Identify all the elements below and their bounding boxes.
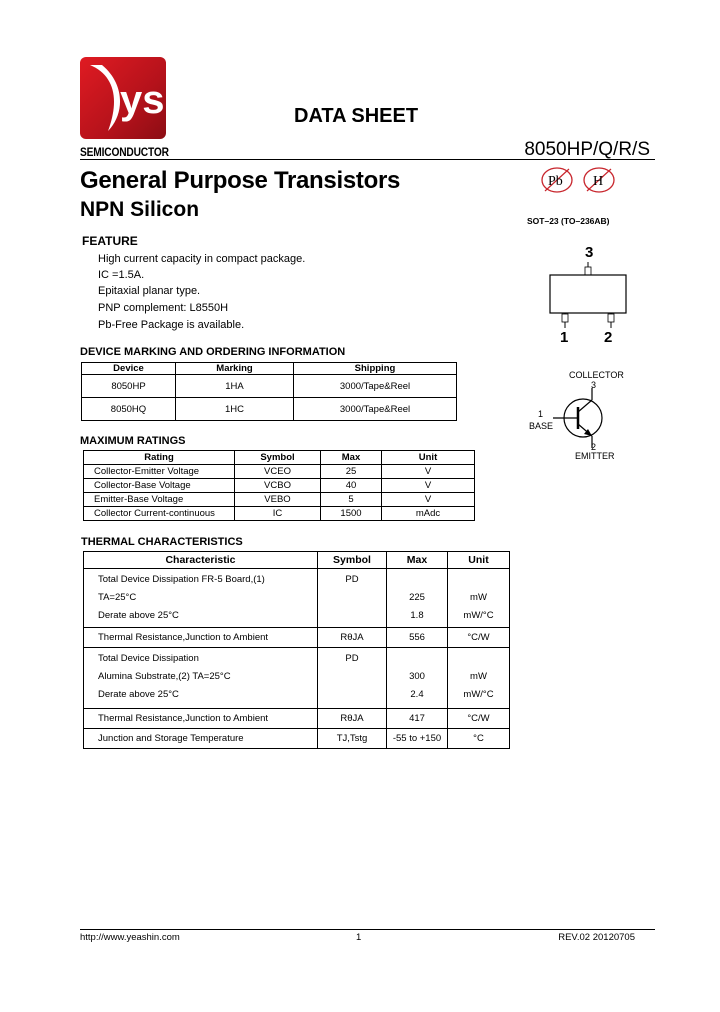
column-header: Device <box>82 363 176 375</box>
column-header: Symbol <box>318 552 387 569</box>
revision: REV.02 20120705 <box>558 932 635 943</box>
feature-item: High current capacity in compact package. <box>98 253 306 265</box>
table-cell: 2.4 <box>410 689 424 700</box>
pin-2-label: 2 <box>604 329 613 346</box>
table-cell: V <box>382 493 475 507</box>
table-cell: mW/°C <box>463 689 494 700</box>
table-cell: 25 <box>321 465 382 479</box>
table-header-row <box>84 451 475 465</box>
table-cell: °C/W <box>448 709 510 729</box>
column-header: Max <box>321 451 382 465</box>
thermal-heading: THERMAL CHARACTERISTICS <box>81 536 243 548</box>
table-cell: Collector-Emitter Voltage <box>84 465 235 479</box>
table-cell: IC <box>235 507 321 521</box>
package-name: SOT–23 (TO–236AB) <box>527 216 610 226</box>
table-row <box>84 709 510 729</box>
page-subtitle: NPN Silicon <box>80 198 200 221</box>
table-cell: 556 <box>387 628 448 648</box>
doc-type: DATA SHEET <box>294 105 419 127</box>
thermal-table <box>83 551 510 749</box>
table-row <box>84 507 475 521</box>
feature-item: Pb-Free Package is available. <box>98 319 245 331</box>
ordering-table <box>81 362 457 421</box>
table-cell: Collector-Base Voltage <box>84 479 235 493</box>
column-header: Marking <box>176 363 294 375</box>
table-row <box>82 398 457 421</box>
table-row <box>84 465 475 479</box>
table-header-row <box>84 552 510 569</box>
table-cell: Total Device Dissipation <box>98 653 199 664</box>
table-row <box>84 493 475 507</box>
table-cell: V <box>382 479 475 493</box>
table-cell: Thermal Resistance,Junction to Ambient <box>84 628 318 648</box>
logo-mark-icon <box>80 57 166 139</box>
table-cell: 417 <box>387 709 448 729</box>
pb-badge-text: Pb <box>548 174 563 189</box>
footer-rule <box>80 929 655 930</box>
part-number: 8050HP/Q/R/S <box>524 139 650 160</box>
pin-3-label: 3 <box>585 244 594 261</box>
table-cell: Derate above 25°C <box>98 689 179 700</box>
table-row <box>82 375 457 398</box>
table-cell: TA=25°C <box>98 592 137 603</box>
table-cell: 1500 <box>321 507 382 521</box>
footer-url[interactable]: http://www.yeashin.com <box>80 932 180 943</box>
table-cell: V <box>382 465 475 479</box>
emitter-pin-number: 2 <box>591 442 597 452</box>
max-ratings-table <box>83 450 475 521</box>
column-header: Characteristic <box>84 552 318 569</box>
feature-item: IC =1.5A. <box>98 269 145 281</box>
table-header-row <box>82 363 457 375</box>
table-cell: PD <box>345 574 359 585</box>
h-badge-text: H <box>593 174 604 189</box>
ordering-heading: DEVICE MARKING AND ORDERING INFORMATION <box>80 346 346 358</box>
table-cell: mW/°C <box>463 610 494 621</box>
emitter-label: EMITTER <box>575 451 615 461</box>
table-cell: 300 <box>409 671 425 682</box>
column-header: Shipping <box>294 363 457 375</box>
table-cell: °C <box>448 729 510 749</box>
column-header: Symbol <box>235 451 321 465</box>
table-row <box>84 569 510 628</box>
page-title: General Purpose Transistors <box>80 167 401 194</box>
table-cell: Collector Current-continuous <box>84 507 235 521</box>
company-logo <box>80 57 166 139</box>
npn-transistor-icon <box>545 388 615 453</box>
table-row <box>84 628 510 648</box>
table-cell: 225 <box>409 592 425 603</box>
collector-label: COLLECTOR <box>569 370 624 380</box>
table-row <box>84 479 475 493</box>
table-cell: mW <box>470 671 487 682</box>
collector-pin-number: 3 <box>591 380 597 390</box>
table-cell: 8050HQ <box>82 398 176 421</box>
halogen-free-badge <box>582 166 616 199</box>
table-cell: Thermal Resistance,Junction to Ambient <box>84 709 318 729</box>
pin-1-label: 1 <box>560 329 569 346</box>
table-cell: mAdc <box>382 507 475 521</box>
table-cell: 5 <box>321 493 382 507</box>
table-cell: 3000/Tape&Reel <box>294 375 457 398</box>
table-cell: TJ,Tstg <box>318 729 387 749</box>
table-cell: RθJA <box>318 628 387 648</box>
table-cell: 1HA <box>176 375 294 398</box>
pb-free-badge <box>540 166 574 199</box>
halogen-free-icon <box>582 166 616 194</box>
table-cell: VCEO <box>235 465 321 479</box>
sot23-package-icon <box>548 262 628 337</box>
table-row <box>84 729 510 749</box>
page-number: 1 <box>356 932 362 943</box>
base-label: BASE <box>529 421 554 431</box>
table-cell: 40 <box>321 479 382 493</box>
pb-free-icon <box>540 166 574 194</box>
company-name: SEMICONDUCTOR <box>80 145 169 159</box>
table-cell: °C/W <box>448 628 510 648</box>
table-cell: -55 to +150 <box>387 729 448 749</box>
table-cell: Total Device Dissipation FR-5 Board,(1) <box>98 574 265 585</box>
column-header: Rating <box>84 451 235 465</box>
logo-text: ys <box>120 78 165 122</box>
table-cell: VCBO <box>235 479 321 493</box>
table-cell: PD <box>345 653 359 664</box>
table-cell: Junction and Storage Temperature <box>84 729 318 749</box>
table-row <box>84 648 510 709</box>
table-cell: 1.8 <box>410 610 424 621</box>
column-header: Unit <box>382 451 475 465</box>
max-ratings-heading: MAXIMUM RATINGS <box>80 435 186 447</box>
table-cell: mW <box>470 592 487 603</box>
table-cell: Derate above 25°C <box>98 610 179 621</box>
feature-list <box>98 250 305 333</box>
feature-item: PNP complement: L8550H <box>98 302 229 314</box>
base-pin-number: 1 <box>538 409 544 419</box>
column-header: Max <box>387 552 448 569</box>
table-cell: Emitter-Base Voltage <box>84 493 235 507</box>
column-header: Unit <box>448 552 510 569</box>
table-cell: RθJA <box>318 709 387 729</box>
table-cell: Alumina Substrate,(2) TA=25°C <box>98 671 231 682</box>
feature-heading: FEATURE <box>82 234 138 248</box>
table-cell: 3000/Tape&Reel <box>294 398 457 421</box>
table-cell: 1HC <box>176 398 294 421</box>
table-cell: VEBO <box>235 493 321 507</box>
table-cell: 8050HP <box>82 375 176 398</box>
feature-item: Epitaxial planar type. <box>98 285 201 297</box>
